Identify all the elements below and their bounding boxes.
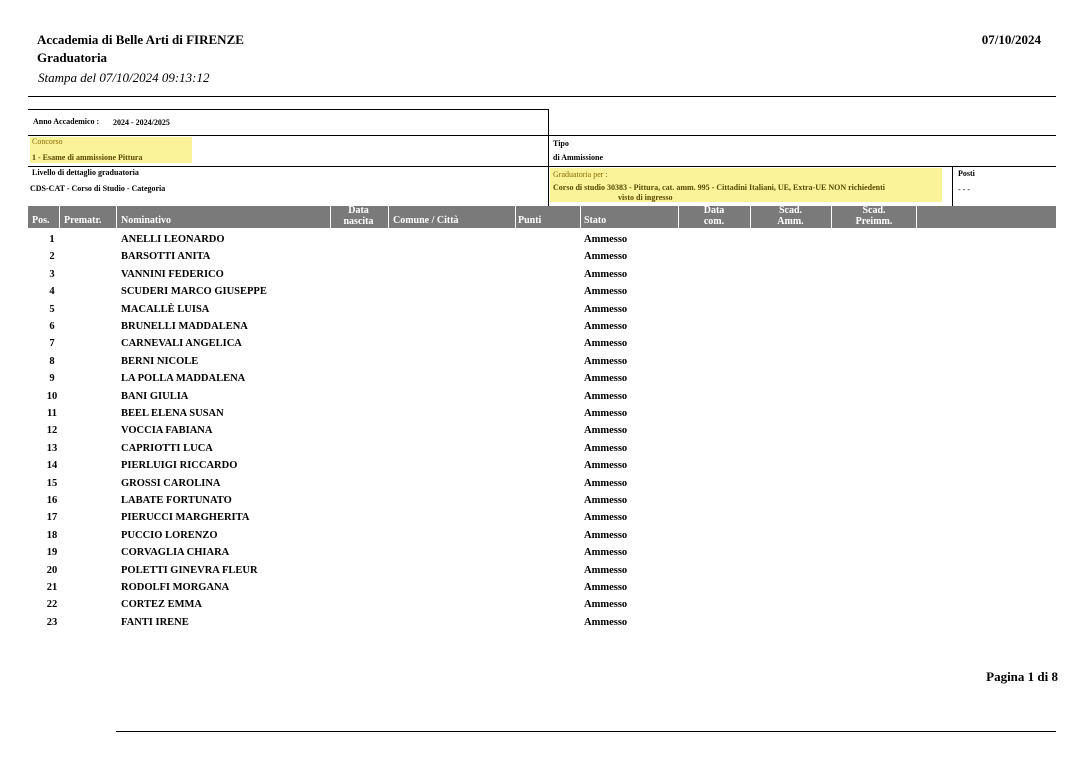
row-position: 17 — [46, 512, 58, 524]
row-stato: Ammesso — [584, 268, 628, 280]
livello-value: CDS-CAT - Corso di Studio - Categoria — [30, 184, 166, 193]
info-line — [952, 166, 953, 206]
tipo-value: di Ammissione — [553, 153, 604, 162]
table-row — [0, 269, 1080, 286]
row-nominativo: ANELLI LEONARDO — [121, 234, 225, 245]
table-row — [0, 617, 1080, 634]
col-prematr: Prematr. — [64, 215, 102, 226]
table-row — [0, 391, 1080, 408]
bottom-divider — [116, 731, 1056, 732]
row-position: 20 — [46, 564, 58, 576]
row-stato: Ammesso — [584, 460, 628, 472]
row-stato: Ammesso — [584, 512, 628, 524]
table-row — [0, 565, 1080, 582]
row-nominativo: POLETTI GINEVRA FLEUR — [121, 564, 258, 576]
row-position: 4 — [49, 286, 55, 298]
row-stato: Ammesso — [584, 251, 628, 263]
row-position: 15 — [46, 477, 58, 489]
report-title: Graduatoria — [37, 50, 108, 65]
row-nominativo: VANNINI FEDERICO — [121, 268, 224, 280]
row-position: 6 — [49, 321, 55, 332]
row-nominativo: CORVAGLIA CHIARA — [121, 547, 230, 559]
header-separator — [116, 206, 117, 228]
row-position: 1 — [49, 234, 55, 245]
livello-label: Livello di dettaglio graduatoria — [32, 168, 139, 177]
col-scad-amm-2: Amm. — [777, 216, 804, 227]
table-row — [0, 478, 1080, 495]
table-row — [0, 582, 1080, 599]
row-nominativo: BEEL ELENA SUSAN — [121, 408, 224, 419]
table-row — [0, 495, 1080, 512]
row-nominativo: BERNI NICOLE — [121, 355, 199, 367]
table-row — [0, 356, 1080, 373]
row-stato: Ammesso — [584, 529, 628, 541]
header-separator — [580, 206, 581, 228]
institution-name: Accademia di Belle Arti di FIRENZE — [37, 32, 244, 47]
print-timestamp: Stampa del 07/10/2024 09:13:12 — [38, 70, 210, 85]
info-line — [28, 109, 548, 110]
row-stato: Ammesso — [584, 390, 628, 402]
row-stato: Ammesso — [584, 564, 628, 576]
graduatoria-value: Corso di studio 30383 - Pittura, cat. amm. 995 - Cittadini Italiani, UE, Extra-UE NON richiedenti — [553, 183, 885, 192]
col-data-nascita-2: nascita — [343, 216, 374, 227]
row-nominativo: LA POLLA MADDALENA — [121, 373, 246, 385]
col-nominativo: Nominativo — [121, 215, 171, 226]
row-stato: Ammesso — [584, 338, 628, 350]
row-position: 16 — [46, 495, 58, 506]
row-position: 9 — [49, 373, 55, 385]
table-row — [0, 530, 1080, 547]
row-stato: Ammesso — [584, 303, 628, 315]
row-stato: Ammesso — [584, 477, 628, 489]
info-line — [28, 135, 1056, 136]
row-nominativo: FANTI IRENE — [121, 616, 189, 628]
graduatoria-value-cont: visto di ingresso — [618, 193, 673, 202]
row-stato: Ammesso — [584, 547, 628, 559]
row-stato: Ammesso — [584, 234, 628, 245]
row-nominativo: CARNEVALI ANGELICA — [121, 338, 242, 350]
col-scad-preimm-2: Preimm. — [855, 216, 893, 227]
posti-value: - - - — [958, 185, 970, 194]
table-row — [0, 251, 1080, 268]
row-position: 22 — [46, 599, 58, 611]
row-position: 23 — [46, 616, 58, 628]
posti-label: Posti — [958, 169, 975, 178]
tipo-label: Tipo — [553, 139, 569, 148]
row-stato: Ammesso — [584, 582, 628, 593]
concorso-value: 1 - Esame di ammissione Pittura — [32, 153, 143, 162]
row-nominativo: PIERUCCI MARGHERITA — [121, 512, 250, 524]
col-stato: Stato — [584, 215, 607, 226]
table-row — [0, 443, 1080, 460]
table-row — [0, 512, 1080, 529]
row-stato: Ammesso — [584, 355, 628, 367]
table-row — [0, 547, 1080, 564]
table-row — [0, 599, 1080, 616]
table-row — [0, 321, 1080, 338]
row-position: 21 — [46, 582, 58, 593]
row-nominativo: BANI GIULIA — [121, 390, 189, 402]
report-date: 07/10/2024 — [981, 32, 1041, 47]
header-separator — [388, 206, 389, 228]
anno-value: 2024 - 2024/2025 — [113, 118, 170, 127]
col-pos: Pos. — [32, 215, 50, 226]
col-punti: Punti — [518, 215, 542, 226]
row-nominativo: CORTEZ EMMA — [121, 599, 203, 611]
row-stato: Ammesso — [584, 442, 628, 454]
row-position: 7 — [49, 338, 55, 350]
header-separator — [59, 206, 60, 228]
row-position: 8 — [49, 355, 55, 367]
col-data-nascita-1: Data — [348, 205, 369, 216]
concorso-label: Concorso — [32, 137, 63, 146]
info-line — [28, 166, 1056, 167]
table-row — [0, 304, 1080, 321]
row-nominativo: SCUDERI MARCO GIUSEPPE — [121, 286, 267, 298]
row-stato: Ammesso — [584, 286, 628, 298]
row-position: 11 — [47, 408, 57, 419]
row-position: 5 — [49, 303, 55, 315]
col-data-com-1: Data — [703, 205, 725, 216]
page-number: Pagina 1 di 8 — [986, 669, 1058, 684]
table-row — [0, 408, 1080, 425]
col-data-com-2: com. — [703, 216, 725, 227]
table-row — [0, 460, 1080, 477]
row-stato: Ammesso — [584, 321, 628, 332]
row-nominativo: BARSOTTI ANITA — [121, 251, 211, 263]
row-nominativo: PUCCIO LORENZO — [121, 529, 218, 541]
row-nominativo: PIERLUIGI RICCARDO — [121, 460, 238, 472]
info-line — [548, 109, 549, 166]
row-nominativo: BRUNELLI MADDALENA — [121, 321, 248, 332]
table-row — [0, 373, 1080, 390]
row-nominativo: VOCCIA FABIANA — [121, 425, 213, 437]
graduatoria-label: Graduatoria per : — [553, 170, 608, 179]
table-row — [0, 234, 1080, 251]
row-stato: Ammesso — [584, 408, 628, 419]
row-stato: Ammesso — [584, 425, 628, 437]
row-nominativo: MACALLÈ LUISA — [121, 303, 210, 315]
table-row — [0, 286, 1080, 303]
row-position: 12 — [46, 425, 58, 437]
anno-label: Anno Accademico : — [33, 117, 100, 126]
table-row — [0, 425, 1080, 442]
row-position: 18 — [46, 529, 58, 541]
col-comune: Comune / Città — [393, 215, 459, 226]
col-scad-preimm-1: Scad. — [862, 205, 886, 216]
row-position: 13 — [46, 442, 58, 454]
info-line — [548, 166, 549, 206]
row-position: 10 — [46, 390, 58, 402]
row-nominativo: GROSSI CAROLINA — [121, 477, 221, 489]
table-header — [28, 206, 1056, 228]
top-divider — [28, 96, 1056, 97]
row-position: 19 — [46, 547, 58, 559]
row-nominativo: CAPRIOTTI LUCA — [121, 442, 213, 454]
row-position: 14 — [46, 460, 58, 472]
row-nominativo: LABATE FORTUNATO — [121, 495, 232, 506]
row-stato: Ammesso — [584, 599, 628, 611]
row-nominativo: RODOLFI MORGANA — [121, 582, 230, 593]
header-separator — [916, 206, 917, 228]
row-stato: Ammesso — [584, 373, 628, 385]
header-separator — [515, 206, 516, 228]
row-stato: Ammesso — [584, 616, 628, 628]
row-position: 3 — [49, 268, 55, 280]
row-stato: Ammesso — [584, 495, 628, 506]
row-position: 2 — [49, 251, 55, 263]
table-row — [0, 338, 1080, 355]
col-scad-amm-1: Scad. — [778, 205, 803, 216]
